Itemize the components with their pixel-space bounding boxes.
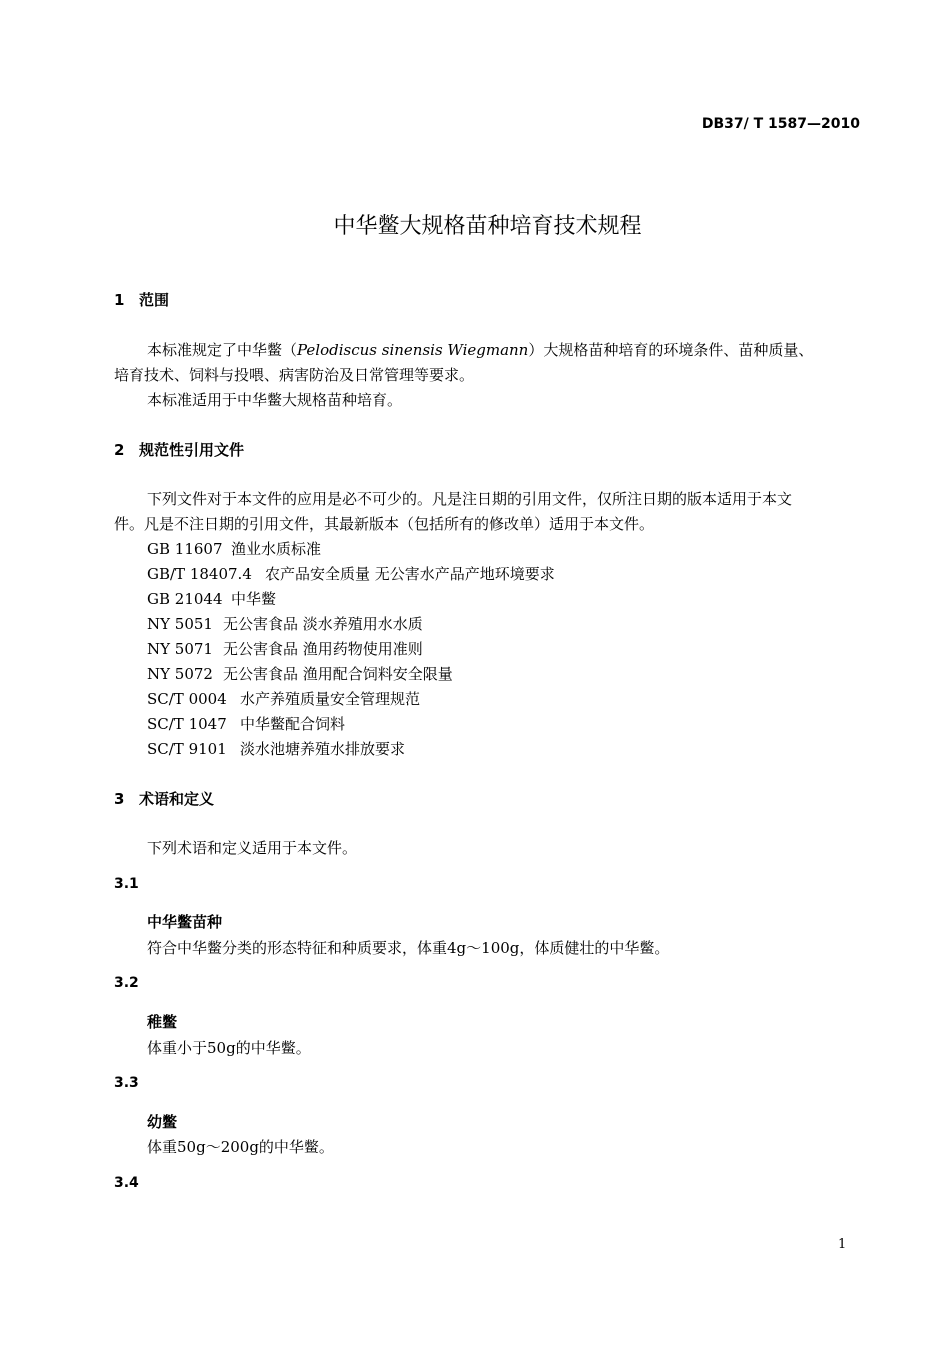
reference-item — [147, 538, 321, 559]
clause-number: 3.2 — [114, 975, 139, 991]
section-1-heading — [114, 289, 169, 310]
page-number: 1 — [838, 1237, 847, 1252]
reference-item — [147, 738, 405, 759]
reference-name: 渔业水质标准 — [231, 540, 322, 558]
reference-item — [147, 563, 555, 584]
reference-code: SC/T 0004 — [147, 690, 227, 708]
section-3-heading — [114, 788, 214, 809]
standard-number: DB37/ T 1587—2010 — [701, 116, 860, 132]
document-title: 中华鳖大规格苗种培育技术规程 — [333, 214, 642, 239]
reference-code: NY 5051 — [147, 615, 213, 633]
reference-item — [147, 638, 423, 659]
reference-name: 农产品安全质量 无公害水产品产地环境要求 — [265, 565, 555, 583]
section-2-intro-line-2: 件。凡是不注日期的引用文件，其最新版本（包括所有的修改单）适用于本文件。 — [114, 515, 655, 533]
reference-item — [147, 663, 453, 684]
text-run: 本标准规定了中华鳖（ — [147, 341, 298, 359]
section-1-paragraph-2: 本标准适用于中华鳖大规格苗种培育。 — [147, 391, 403, 409]
section-3-intro: 下列术语和定义适用于本文件。 — [147, 839, 358, 857]
text-run: ）大规格苗种培育的环境条件、苗种质量、 — [528, 341, 814, 359]
section-title: 规范性引用文件 — [139, 441, 245, 459]
clause-number: 3.4 — [114, 1175, 139, 1191]
reference-item — [147, 613, 423, 634]
term-title: 稚鳖 — [147, 1013, 178, 1031]
reference-name: 水产养殖质量安全管理规范 — [240, 690, 421, 708]
reference-name: 淡水池塘养殖水排放要求 — [240, 740, 406, 758]
reference-code: NY 5071 — [147, 640, 213, 658]
section-1-paragraph-line-1 — [147, 339, 813, 360]
reference-name: 中华鳖 — [231, 590, 277, 608]
reference-item — [147, 688, 420, 709]
reference-item — [147, 713, 345, 734]
reference-name: 无公害食品 淡水养殖用水水质 — [223, 615, 423, 633]
clause-number: 3.1 — [114, 876, 139, 892]
term-definition: 体重小于50g的中华鳖。 — [147, 1039, 311, 1057]
reference-code: NY 5072 — [147, 665, 213, 683]
term-title: 中华鳖苗种 — [147, 913, 223, 931]
reference-item — [147, 588, 276, 609]
term-definition: 体重50g～200g的中华鳖。 — [147, 1138, 334, 1156]
section-title: 术语和定义 — [139, 790, 215, 808]
section-number: 3 — [114, 790, 125, 808]
section-1-paragraph-line-2: 培育技术、饲料与投喂、病害防治及日常管理等要求。 — [114, 366, 475, 384]
section-2-intro-line-1: 下列文件对于本文件的应用是必不可少的。凡是注日期的引用文件，仅所注日期的版本适用于本文 — [147, 490, 793, 508]
reference-code: GB 21044 — [147, 590, 223, 608]
section-2-heading — [114, 439, 244, 460]
reference-name: 无公害食品 渔用药物使用准则 — [223, 640, 423, 658]
clause-number: 3.3 — [114, 1075, 139, 1091]
reference-name: 无公害食品 渔用配合饲料安全限量 — [223, 665, 453, 683]
reference-code: SC/T 9101 — [147, 740, 227, 758]
reference-name: 中华鳖配合饲料 — [240, 715, 346, 733]
term-definition: 符合中华鳖分类的形态特征和种质要求，体重4g～100g，体质健壮的中华鳖。 — [147, 939, 670, 957]
section-number: 2 — [114, 441, 125, 459]
reference-code: GB/T 18407.4 — [147, 565, 252, 583]
section-title: 范围 — [139, 291, 170, 309]
section-number: 1 — [114, 291, 125, 309]
reference-code: SC/T 1047 — [147, 715, 227, 733]
latin-name: Pelodiscus sinensis Wiegmann — [297, 341, 529, 359]
reference-code: GB 11607 — [147, 540, 223, 558]
term-title: 幼鳖 — [147, 1113, 178, 1131]
